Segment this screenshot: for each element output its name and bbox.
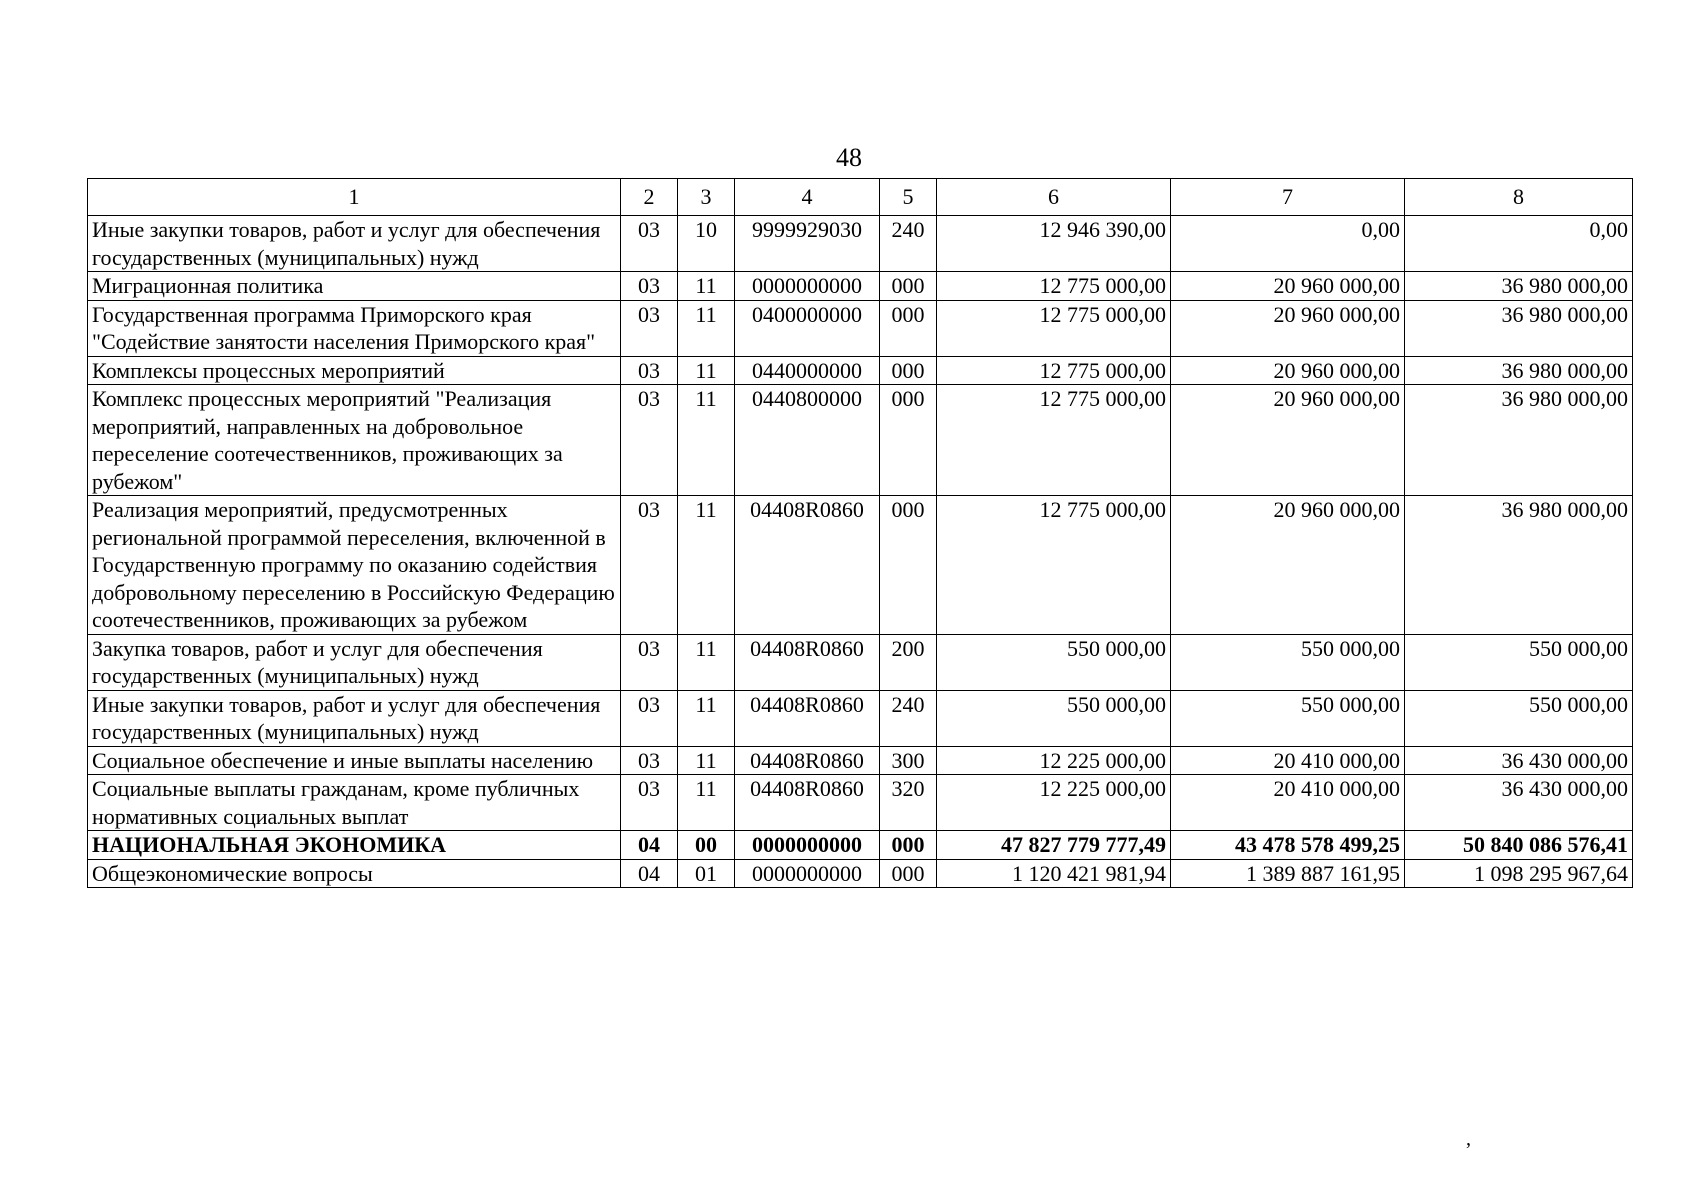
row-name-cell: Реализация мероприятий, предусмотренных региональной программой переселения, включенной в Государственную программу по оказанию содействия добровольному переселению в Российскую Федерацию соотечественников, проживающих за рубежом [88,496,621,635]
expense-type-cell: 300 [880,746,937,775]
amount-col7-cell: 20 960 000,00 [1171,385,1405,496]
subsection-code-cell: 00 [678,831,735,860]
amount-col7-cell: 0,00 [1171,216,1405,272]
expense-type-cell: 000 [880,272,937,301]
amount-col7-cell: 550 000,00 [1171,634,1405,690]
target-article-cell: 0440000000 [735,356,880,385]
row-name-cell: Закупка товаров, работ и услуг для обеспечения государственных (муниципальных) нужд [88,634,621,690]
table-row [88,690,1633,746]
amount-col8-cell: 550 000,00 [1405,690,1633,746]
section-code-cell: 03 [621,356,678,385]
amount-col7-cell: 20 960 000,00 [1171,272,1405,301]
target-article-cell: 0000000000 [735,272,880,301]
target-article-cell: 0000000000 [735,831,880,860]
header-row [88,179,1633,216]
column-header: 5 [880,179,937,216]
amount-col7-cell: 20 960 000,00 [1171,496,1405,635]
section-code-cell: 03 [621,634,678,690]
expense-type-cell: 000 [880,356,937,385]
expense-type-cell: 240 [880,690,937,746]
table-row [88,272,1633,301]
amount-col7-cell: 550 000,00 [1171,690,1405,746]
amount-col8-cell: 36 980 000,00 [1405,272,1633,301]
target-article-cell: 04408R0860 [735,634,880,690]
expense-type-cell: 000 [880,300,937,356]
table-row [88,496,1633,635]
expense-type-cell: 240 [880,216,937,272]
section-code-cell: 03 [621,216,678,272]
target-article-cell: 0400000000 [735,300,880,356]
table-row [88,859,1633,888]
section-code-cell: 03 [621,272,678,301]
row-name-cell: Государственная программа Приморского края "Содействие занятости населения Приморского края" [88,300,621,356]
amount-col7-cell: 20 960 000,00 [1171,300,1405,356]
row-name-cell: Комплекс процессных мероприятий "Реализация мероприятий, направленных на добровольное переселение соотечественников, проживающих за рубежом" [88,385,621,496]
scan-speck: , [1466,1128,1471,1150]
section-code-cell: 03 [621,300,678,356]
subsection-code-cell: 11 [678,496,735,635]
amount-col7-cell: 1 389 887 161,95 [1171,859,1405,888]
row-name-cell: Иные закупки товаров, работ и услуг для обеспечения государственных (муниципальных) нужд [88,216,621,272]
column-header: 6 [937,179,1171,216]
section-code-cell: 03 [621,690,678,746]
table-row [88,746,1633,775]
amount-col7-cell: 20 960 000,00 [1171,356,1405,385]
column-header: 2 [621,179,678,216]
column-header: 8 [1405,179,1633,216]
subsection-code-cell: 11 [678,690,735,746]
expense-type-cell: 000 [880,496,937,635]
page-number: 48 [836,143,862,172]
target-article-cell: 9999929030 [735,216,880,272]
amount-col8-cell: 36 980 000,00 [1405,385,1633,496]
table-row [88,634,1633,690]
amount-col6-cell: 550 000,00 [937,690,1171,746]
amount-col7-cell: 43 478 578 499,25 [1171,831,1405,860]
subsection-code-cell: 11 [678,385,735,496]
table-row [88,300,1633,356]
subsection-code-cell: 01 [678,859,735,888]
row-name-cell: НАЦИОНАЛЬНАЯ ЭКОНОМИКА [88,831,621,860]
section-code-cell: 04 [621,831,678,860]
column-header: 7 [1171,179,1405,216]
table-row [88,385,1633,496]
section-code-cell: 04 [621,859,678,888]
table-row [88,775,1633,831]
table-row [88,831,1633,860]
row-name-cell: Миграционная политика [88,272,621,301]
column-header: 1 [88,179,621,216]
row-name-cell: Комплексы процессных мероприятий [88,356,621,385]
section-code-cell: 03 [621,496,678,635]
amount-col7-cell: 20 410 000,00 [1171,775,1405,831]
target-article-cell: 04408R0860 [735,496,880,635]
subsection-code-cell: 11 [678,746,735,775]
expense-type-cell: 200 [880,634,937,690]
amount-col6-cell: 12 225 000,00 [937,775,1171,831]
amount-col8-cell: 36 430 000,00 [1405,746,1633,775]
target-article-cell: 04408R0860 [735,690,880,746]
budget-table [87,178,1633,888]
section-code-cell: 03 [621,775,678,831]
amount-col6-cell: 12 775 000,00 [937,496,1171,635]
amount-col6-cell: 12 775 000,00 [937,300,1171,356]
amount-col6-cell: 12 225 000,00 [937,746,1171,775]
row-name-cell: Социальное обеспечение и иные выплаты населению [88,746,621,775]
row-name-cell: Общеэкономические вопросы [88,859,621,888]
amount-col8-cell: 1 098 295 967,64 [1405,859,1633,888]
target-article-cell: 04408R0860 [735,775,880,831]
expense-type-cell: 000 [880,859,937,888]
amount-col6-cell: 12 946 390,00 [937,216,1171,272]
expense-type-cell: 000 [880,831,937,860]
expense-type-cell: 320 [880,775,937,831]
row-name-cell: Социальные выплаты гражданам, кроме публичных нормативных социальных выплат [88,775,621,831]
expense-type-cell: 000 [880,385,937,496]
amount-col6-cell: 47 827 779 777,49 [937,831,1171,860]
column-header: 4 [735,179,880,216]
subsection-code-cell: 11 [678,300,735,356]
subsection-code-cell: 11 [678,356,735,385]
amount-col7-cell: 20 410 000,00 [1171,746,1405,775]
target-article-cell: 04408R0860 [735,746,880,775]
amount-col8-cell: 550 000,00 [1405,634,1633,690]
subsection-code-cell: 10 [678,216,735,272]
table-row [88,216,1633,272]
amount-col6-cell: 12 775 000,00 [937,272,1171,301]
amount-col8-cell: 50 840 086 576,41 [1405,831,1633,860]
column-header: 3 [678,179,735,216]
amount-col8-cell: 36 430 000,00 [1405,775,1633,831]
amount-col6-cell: 12 775 000,00 [937,385,1171,496]
amount-col6-cell: 12 775 000,00 [937,356,1171,385]
amount-col8-cell: 36 980 000,00 [1405,496,1633,635]
amount-col8-cell: 36 980 000,00 [1405,300,1633,356]
amount-col8-cell: 0,00 [1405,216,1633,272]
subsection-code-cell: 11 [678,272,735,301]
target-article-cell: 0000000000 [735,859,880,888]
amount-col6-cell: 550 000,00 [937,634,1171,690]
target-article-cell: 0440800000 [735,385,880,496]
row-name-cell: Иные закупки товаров, работ и услуг для обеспечения государственных (муниципальных) нужд [88,690,621,746]
subsection-code-cell: 11 [678,634,735,690]
amount-col8-cell: 36 980 000,00 [1405,356,1633,385]
section-code-cell: 03 [621,385,678,496]
subsection-code-cell: 11 [678,775,735,831]
table-row [88,356,1633,385]
amount-col6-cell: 1 120 421 981,94 [937,859,1171,888]
section-code-cell: 03 [621,746,678,775]
